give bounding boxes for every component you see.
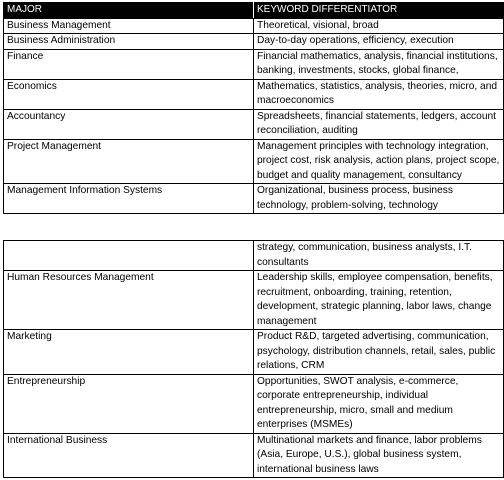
major-cell: Business Administration	[4, 34, 254, 50]
major-cell: Management Information Systems	[4, 184, 254, 214]
majors-table-top	[3, 2, 504, 214]
keyword-cell: Spreadsheets, financial statements, ledgers, account reconciliation, auditing	[254, 109, 504, 139]
table-row	[4, 18, 504, 34]
keyword-cell: Opportunities, SWOT analysis, e-commerce, corporate entrepreneurship, individual entrepreneurship, micro, small and medium enterprises (MSMEs)	[254, 374, 504, 433]
keyword-cell: Management principles with technology integration, project cost, risk analysis, action plans, project scope, budget and quality management, consultancy	[254, 139, 504, 184]
table-row	[4, 271, 504, 330]
major-cell: Business Management	[4, 18, 254, 34]
major-cell: International Business	[4, 433, 254, 478]
keyword-cell: Financial mathematics, analysis, financial institutions, banking, investments, stocks, global finance,	[254, 49, 504, 79]
table-row	[4, 374, 504, 433]
table-row	[4, 330, 504, 375]
table-row	[4, 433, 504, 478]
table-row	[4, 139, 504, 184]
major-cell: Entrepreneurship	[4, 374, 254, 433]
keyword-cell: Mathematics, statistics, analysis, theories, micro, and macroeconomics	[254, 79, 504, 109]
table-row	[4, 79, 504, 109]
keyword-cell: Organizational, business process, business technology, problem-solving, technology	[254, 184, 504, 214]
table-row	[4, 184, 504, 214]
major-cell: Marketing	[4, 330, 254, 375]
major-cell: Accountancy	[4, 109, 254, 139]
table-row	[4, 34, 504, 50]
major-cell: Economics	[4, 79, 254, 109]
header-row	[4, 3, 504, 19]
header-keyword: KEYWORD DIFFERENTIATOR	[254, 3, 504, 19]
header-major: MAJOR	[4, 3, 254, 19]
table-row	[4, 49, 504, 79]
keyword-cell: Leadership skills, employee compensation, benefits, recruitment, onboarding, training, retention, development, strategic planning, labor laws, change management	[254, 271, 504, 330]
keyword-cell: Theoretical, visional, broad	[254, 18, 504, 34]
table-row	[4, 241, 504, 271]
keyword-cell: strategy, communication, business analysts, I.T. consultants	[254, 241, 504, 271]
keyword-cell: Product R&D, targeted advertising, communication, psychology, distribution channels, retail, sales, public relations, CRM	[254, 330, 504, 375]
keyword-cell: Day-to-day operations, efficiency, execution	[254, 34, 504, 50]
major-cell: Project Management	[4, 139, 254, 184]
table-row	[4, 109, 504, 139]
major-cell	[4, 241, 254, 271]
keyword-cell: Multinational markets and finance, labor problems (Asia, Europe, U.S.), global business system, international business laws	[254, 433, 504, 478]
major-cell: Finance	[4, 49, 254, 79]
majors-table-bottom	[3, 240, 504, 478]
major-cell: Human Resources Management	[4, 271, 254, 330]
